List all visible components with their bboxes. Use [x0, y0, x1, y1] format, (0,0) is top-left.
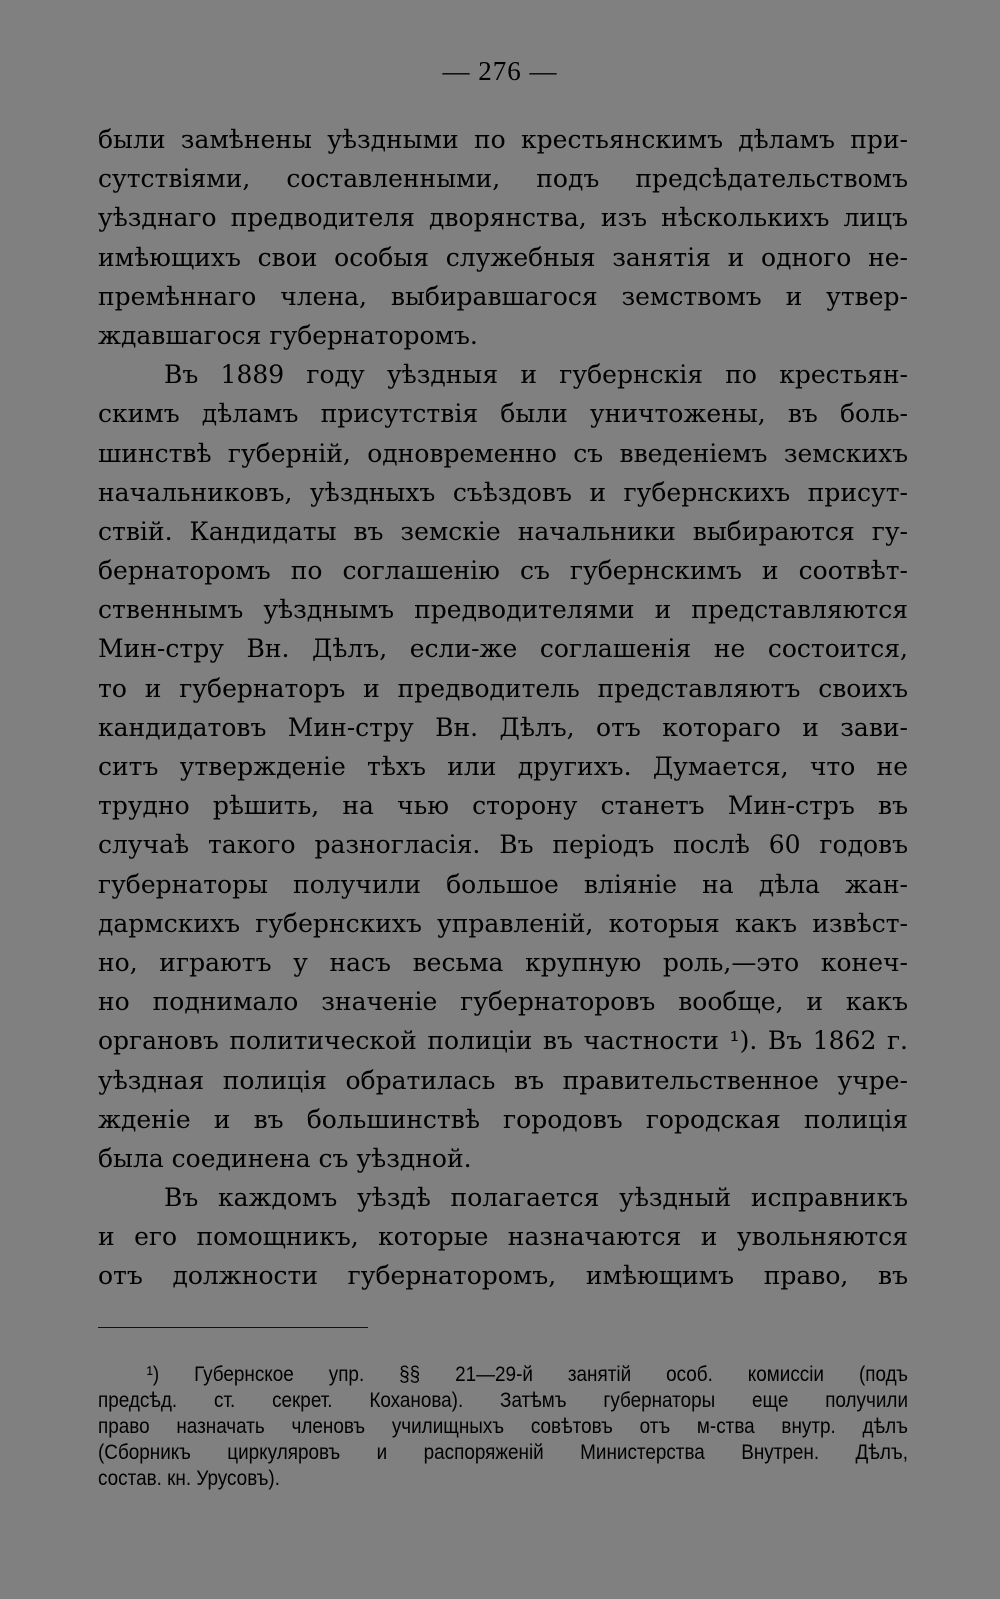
text-line: уѣзднаго предводителя дворянства, изъ нѣсколькихъ лицъ: [98, 203, 908, 233]
page-number: — 276 —: [442, 56, 558, 86]
text-line: и его помощникъ, которые назначаются и увольняются: [98, 1222, 908, 1252]
text-line: имѣющихъ свои особыя служебныя занятія и одного не-: [98, 242, 908, 272]
text-line: бернаторомъ по соглашенію съ губернскимъ и соотвѣт-: [98, 556, 908, 586]
text-line: сутствіями, составленными, подъ предсѣдательствомъ: [98, 164, 908, 194]
text-line: уѣздная полиція обратилась въ правительственное учре-: [98, 1065, 908, 1095]
text-line: кандидатовъ Мин-стру Вн. Дѣлъ, отъ котораго и зави-: [98, 712, 908, 742]
footnote: [98, 1362, 908, 1492]
text-line: случаѣ такого разногласія. Въ періодъ послѣ 60 годовъ: [98, 830, 908, 860]
text-line: но поднимало значеніе губернаторовъ вообще, и какъ: [98, 987, 908, 1017]
text-line: ждавшагося губернаторомъ.: [98, 320, 478, 350]
text-line: трудно рѣшить, на чью сторону станетъ Мин-стръ въ: [98, 791, 908, 821]
text-line: ственнымъ уѣзднымъ предводителями и представляются: [98, 595, 908, 625]
footnote-divider: [98, 1327, 368, 1328]
text-line: органовъ политической полиціи въ частности ¹). Въ 1862 г.: [98, 1026, 908, 1056]
text-line: отъ должности губернаторомъ, имѣющимъ право, въ: [98, 1261, 908, 1291]
text-line: жденіе и въ большинствѣ городовъ городская полиція: [98, 1104, 908, 1134]
text-line: но, играютъ у насъ весьма крупную роль,—это конеч-: [98, 947, 908, 977]
footnote-line: право назначать членовъ училищныхъ совѣтовъ отъ м-ства внутр. дѣлъ: [98, 1415, 908, 1438]
text-line: скимъ дѣламъ присутствія были уничтожены, въ боль-: [98, 399, 908, 429]
footnote-line: (Сборникъ циркуляровъ и распоряженій Министерства Внутрен. Дѣлъ,: [98, 1441, 908, 1464]
body-text: [98, 120, 908, 1296]
text-line: дармскихъ губернскихъ управленій, которыя какъ извѣст-: [98, 908, 908, 938]
text-line: начальниковъ, уѣздныхъ съѣздовъ и губернскихъ присут-: [98, 477, 908, 507]
text-line: Мин-стру Вн. Дѣлъ, если-же соглашенія не состоится,: [98, 634, 908, 664]
text-line: премѣннаго члена, выбиравшагося земствомъ и утвер-: [98, 281, 908, 311]
text-line: были замѣнены уѣздными по крестьянскимъ дѣламъ при-: [98, 125, 908, 154]
text-line: была соединена съ уѣздной.: [98, 1143, 472, 1173]
footnote-line: предсѣд. ст. секрет. Коханова). Затѣмъ губернаторы еще получили: [98, 1389, 908, 1412]
text-line: шинствѣ губерній, одновременно съ введеніемъ земскихъ: [98, 438, 908, 468]
text-line: ситъ утвержденіе тѣхъ или другихъ. Думается, что не: [98, 752, 908, 781]
text-line: губернаторы получили большое вліяніе на дѣла жан-: [98, 869, 908, 899]
text-line: Въ каждомъ уѣздѣ полагается уѣздный исправникъ: [164, 1183, 908, 1213]
text-line: то и губернаторъ и предводитель представляютъ своихъ: [98, 673, 908, 703]
text-line: Въ 1889 году уѣздныя и губернскія по крестьян-: [164, 360, 908, 390]
text-line: ствій. Кандидаты въ земскіе начальники выбираются гу-: [98, 516, 908, 546]
footnote-line: состав. кн. Урусовъ).: [98, 1467, 280, 1490]
footnote-line: ¹) Губернское упр. §§ 21—29-й занятій особ. комиссіи (подъ: [146, 1363, 908, 1386]
